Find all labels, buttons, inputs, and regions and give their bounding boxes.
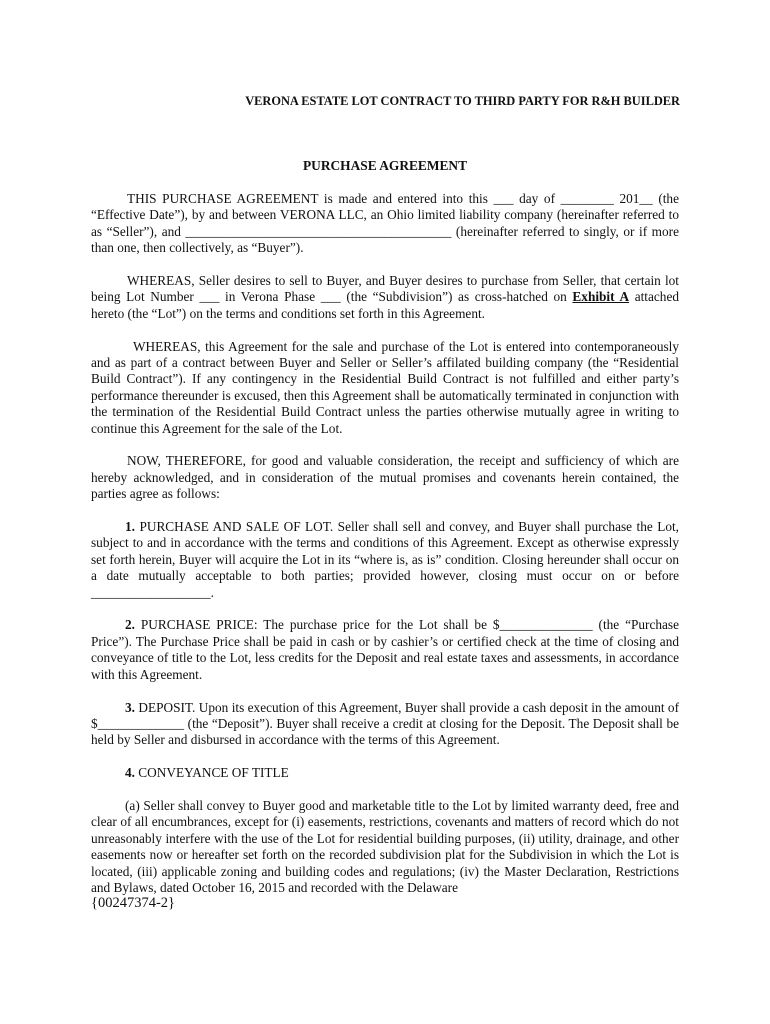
section-2-paragraph	[91, 617, 679, 683]
whereas-paragraph-2: WHEREAS, this Agreement for the sale and purchase of the Lot is entered into contemporaneously and as part of a contract between Buyer and Seller or Seller’s affilated building company (the “Residential Build Contract”). If any contingency in the Residential Build Contract is not fulfilled and either party’s performance thereunder is excused, then this Agreement shall be automatically terminated in conjunction with the termination of the Residential Build Contract unless the parties otherwise mutually agree in writing to continue this Agreement for the sale of the Lot.	[91, 338, 679, 436]
section-4-text: CONVEYANCE OF TITLE	[134, 765, 289, 781]
document-id-footer: {00247374-2}	[91, 895, 175, 911]
section-2-text: PURCHASE PRICE: The purchase price for the Lot shall be $______________ (the “Purchase Price”). The Purchase Price shall be paid in cash or by cashier’s or certified check at the time of closing and conveyance of title to the Lot, less credits for the Deposit and real estate taxes and assessments, in accordance with this Agreement.	[91, 617, 679, 682]
whereas-paragraph-1	[91, 273, 679, 322]
section-3-number: 3.	[125, 699, 135, 715]
exhibit-a-reference: Exhibit A	[572, 289, 630, 305]
section-1-number: 1.	[125, 519, 135, 535]
whereas-1-text-a: WHEREAS, Seller desires to sell to Buyer, and Buyer desires to purchase from Seller, that certain lot being Lot Number ___ in Verona Phase ___ (the “Subdivision”) as cross-hatched on	[91, 273, 679, 305]
section-4-number: 4.	[125, 765, 135, 781]
whereas-1-text-b: attached hereto (the “Lot”) on the terms and conditions set forth in this Agreement.	[91, 289, 679, 321]
section-3-text: DEPOSIT. Upon its execution of this Agreement, Buyer shall provide a cash deposit in the amount of $_____________ (the “Deposit”). Buyer shall receive a credit at closing for the Deposit. The Deposit shall be held by Seller and disbursed in accordance with the terms of this Agreement.	[91, 699, 679, 748]
section-4a-paragraph: (a) Seller shall convey to Buyer good and marketable title to the Lot by limited warranty deed, free and clear of all encumbrances, except for (i) easements, restrictions, covenants and matters of record which do not unreasonably interfere with the use of the Lot for residential building purposes, (ii) utility, drainage, and other easements now or hereafter set forth on the recorded subdivision plat for the Subdivision in which the Lot is located, (iii) applicable zoning and building codes and regulations; (iv) the Master Declaration, Restrictions and Bylaws, dated October 16, 2015 and recorded with the Delaware	[91, 797, 679, 895]
section-1-text: PURCHASE AND SALE OF LOT. Seller shall sell and convey, and Buyer shall purchase the Lot, subject to and in accordance with the terms and conditions of this Agreement. Except as otherwise expressly set forth herein, Buyer will acquire the Lot in its “where is, as is” condition. Closing hereunder shall occur on a date mutually acceptable to both parties; provided however, closing must occur on or before __________________.	[91, 519, 679, 600]
document-header: VERONA ESTATE LOT CONTRACT TO THIRD PARTY FOR R&H BUILDER	[245, 94, 680, 108]
document-body	[91, 191, 679, 896]
intro-paragraph: THIS PURCHASE AGREEMENT is made and entered into this ___ day of ________ 201__ (the “Effective Date”), by and between VERONA LLC, an Ohio limited liability company (hereinafter referred to as “Seller”), and ________________________________________ (hereinafter referred to singly, or if more than one, then collectively, as “Buyer”).	[91, 191, 679, 256]
section-1-paragraph	[91, 519, 679, 601]
document-title: PURCHASE AGREEMENT	[302, 158, 468, 173]
section-4-heading	[91, 765, 679, 781]
section-3-paragraph	[91, 700, 679, 749]
section-2-number: 2.	[125, 617, 135, 633]
therefore-paragraph: NOW, THEREFORE, for good and valuable consideration, the receipt and sufficiency of which are hereby acknowledged, and in consideration of the mutual promises and covenants herein contained, the parties agree as follows:	[91, 453, 679, 502]
